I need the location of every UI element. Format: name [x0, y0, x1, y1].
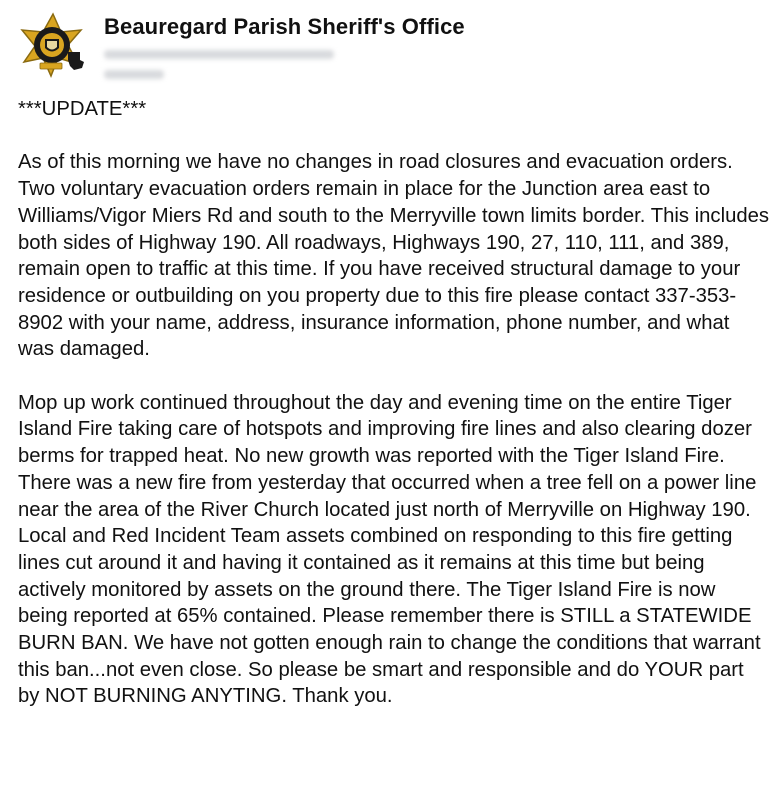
post-paragraph: As of this morning we have no changes in road closures and evacuation orders. Two voluntary evacuation orders remain in place for the Junction area east to Williams/Vigor Miers Rd and south to the Merryville town limits border. This includes both sides of Highway 190. All roadways, Highways 190, 27, 110, 111, and 389, remain open to traffic at this time. If you have received structural damage to your residence or outbuilding on you property due to this fire please contact 337-353-8902 with your name, address, insurance information, phone number, and what was damaged. [18, 151, 770, 361]
post-paragraph: Mop up work continued throughout the day and evening time on the entire Tiger Island Fire taking care of hotspots and improving fire lines and also clearing dozer berms for trapped heat. No new growth was reported with the Tiger Island Fire. There was a new fire from yesterday that occurred when a tree fell on a power line near the area of the River Church located just north of Merryville on Highway 190. Local and Red Incident Team assets combined on responding to this fire getting lines cut around it and having it contained as it remains at this time but being actively monitored by assets on the ground there. The Tiger Island Fire is now being reported at 65% contained. Please remember there is STILL a STATEWIDE BURN BAN. We have not gotten enough rain to change the conditions that warrant this ban...not even close. So please be smart and responsible and do YOUR part by NOT BURNING ANYTING. Thank you. [18, 391, 761, 708]
post-author-name[interactable]: Beauregard Parish Sheriff's Office [104, 14, 465, 39]
post-meta-blurred [104, 44, 404, 84]
sheriff-star-badge-icon[interactable] [18, 12, 88, 78]
post-body [18, 96, 770, 710]
post-header [14, 4, 764, 84]
update-heading: ***UPDATE*** [18, 98, 147, 120]
